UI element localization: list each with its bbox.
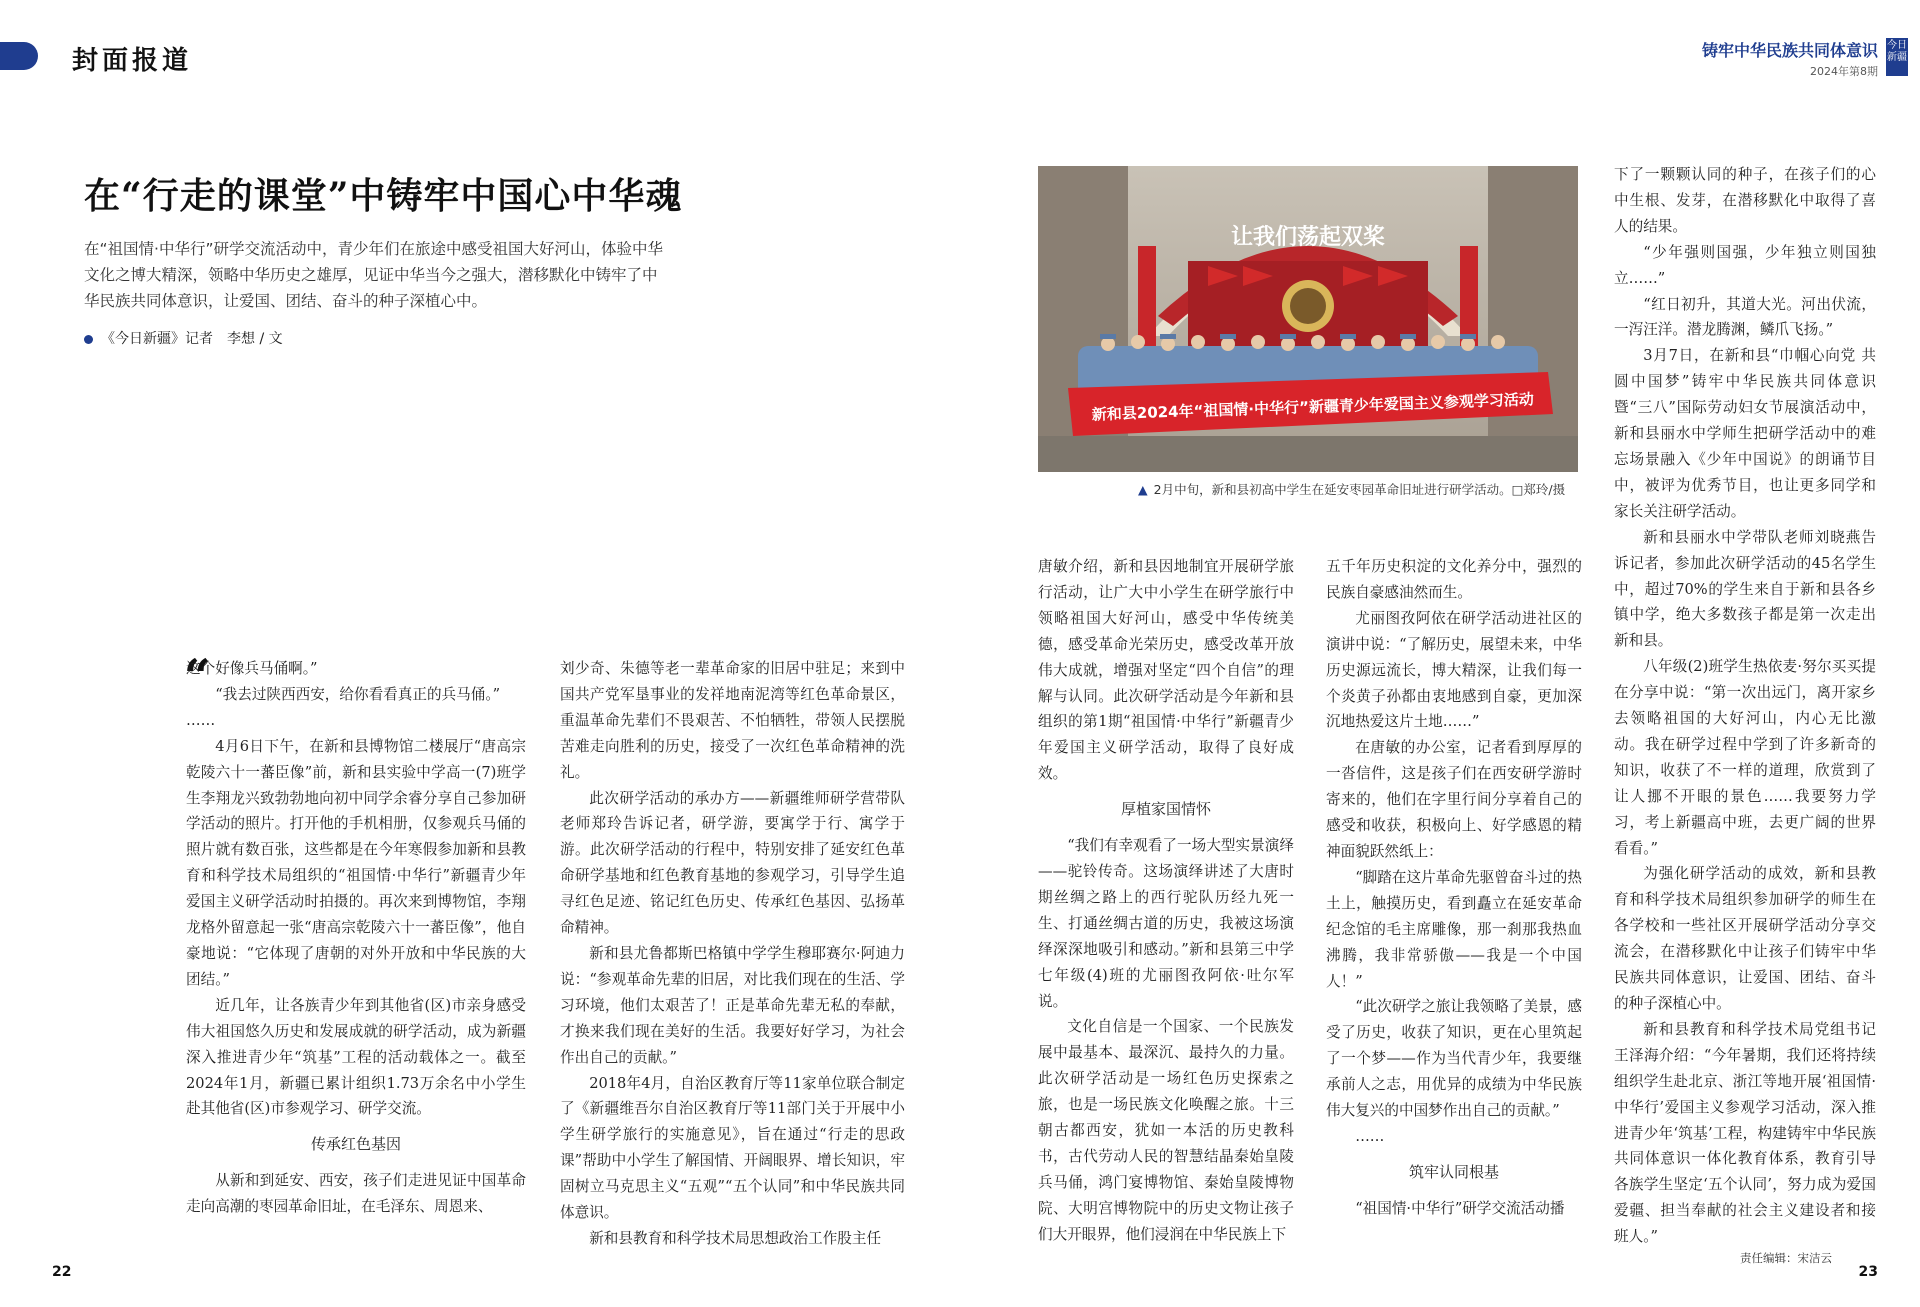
subheading: 厚植家国情怀 bbox=[1120, 800, 1211, 819]
caption-text: 2月中旬，新和县初高中学生在延安枣园革命旧址进行研学活动。□郑玲/摄 bbox=[1153, 482, 1566, 497]
paragraph: 八年级(2)班学生热依麦·努尔买买提在分享中说：“第一次出远门，离开家乡去领略祖国的大好河山，内心无比激动。我在研学过程中学到了许多新奇的知识，收获了不一样的道理，欣赏到了让人挪不开眼的景色……我要努力学习，考上新疆高中班，去更广阔的世界看看。” bbox=[1614, 658, 1876, 857]
page-number-left: 22 bbox=[52, 1264, 72, 1280]
photo-caption bbox=[1138, 480, 1565, 498]
article-lead: 在“祖国情·中华行”研学交流活动中，青少年们在旅途中感受祖国大好河山，体验中华文化之博大精深，领略中华历史之雄厚，见证中华当今之强大，潜移默化中铸牢了中华民族共同体意识，让爱国、团结、奋斗的种子深植心中。 bbox=[84, 240, 663, 310]
paragraph: “祖国情·中华行”研学交流活动播 bbox=[1355, 1199, 1565, 1217]
paragraph: “脚踏在这片革命先驱曾奋斗过的热土上，触摸历史，看到矗立在延安革命纪念馆的毛主席雕像，那一刹那我热血沸腾，我非常骄傲——我是一个中国人！” bbox=[1326, 868, 1582, 990]
series-title: 铸牢中华民族共同体意识 bbox=[1701, 41, 1878, 60]
responsible-editor: 责任编辑：宋洁云 bbox=[1740, 1251, 1832, 1265]
paragraph: 这个好像兵马俑啊。” bbox=[186, 660, 318, 677]
paragraph: 此次研学活动的承办方——新疆维师研学营带队老师郑玲告诉记者，研学游，要寓学于行、寓学于游。此次研学活动的行程中，特别安排了延安红色革命研学基地和红色教育基地的参观学习，引导学生追寻红色足迹、铭记红色历史、传承红色基因、弘扬革命精神。 bbox=[560, 789, 905, 937]
byline bbox=[84, 328, 283, 348]
byline-text: 《今日新疆》记者 李想 / 文 bbox=[101, 331, 283, 347]
paragraph: “我去过陕西西安，给你看看真正的兵马俑。” bbox=[215, 685, 501, 703]
issue-number: 2024年第8期 bbox=[1810, 65, 1878, 78]
paragraph: …… bbox=[186, 711, 216, 729]
paragraph: 4月6日下午，在新和县博物馆二楼展厅“唐高宗乾陵六十一蕃臣像”前，新和县实验中学高一(7)班学生李翔龙兴致勃勃地向初中同学余睿分享自己参加研学活动的照片。打开他的手机相册，仅参观兵马俑的照片就有数百张，这些都是在今年寒假参加新和县教育和科学技术局组织的“祖国情·中华行”新疆青少年爱国主义研学活动时拍摄的。再次来到博物馆，李翔龙格外留意起一张“唐高宗乾陵六十一蕃臣像”，他自豪地说：“它体现了唐朝的对外开放和中华民族的大团结。” bbox=[186, 737, 526, 988]
paragraph: 唐敏介绍，新和县因地制宜开展研学旅行活动，让广大中小学生在研学旅行中领略祖国大好河山，感受中华传统美德，感受革命光荣历史，感受改革开放伟大成就，增强对坚定“四个自信”的理解与认同。此次研学活动是今年新和县组织的第1期“祖国情·中华行”新疆青少年爱国主义研学活动，取得了良好成效。 bbox=[1038, 558, 1294, 783]
section-title: 封面报道 bbox=[72, 46, 193, 76]
byline-dot-icon bbox=[84, 335, 93, 344]
paragraph: 五千年历史积淀的文化养分中，强烈的民族自豪感油然而生。 bbox=[1326, 558, 1582, 601]
body-column-5 bbox=[1614, 162, 1876, 1250]
paragraph: 为强化研学活动的成效，新和县教育和科学技术局组织参加研学的师生在各学校和一些社区开展研学活动分享交流会，在潜移默化中让孩子们铸牢中华民族共同体意识，让爱国、团结、奋斗的种子深植心中。 bbox=[1614, 865, 1876, 1012]
paragraph: 在唐敏的办公室，记者看到厚厚的一沓信件，这是孩子们在西安研学游时寄来的，他们在字里行间分享着自己的感受和收获，积极向上、好学感恩的精神面貌跃然纸上： bbox=[1326, 739, 1582, 860]
photo-illustration bbox=[1038, 166, 1578, 472]
paragraph: 新和县尤鲁都斯巴格镇中学学生穆耶赛尔·阿迪力说：“参观革命先辈的旧居，对比我们现在的生活、学习环境，他们太艰苦了！正是革命先辈无私的奉献，才换来我们现在美好的生活。我要好好学习，为社会作出自己的贡献。” bbox=[560, 944, 905, 1066]
paragraph: 新和县教育和科学技术局党组书记王泽海介绍：“今年暑期，我们还将持续组织学生赴北京、浙江等地开展‘祖国情·中华行’爱国主义参观学习活动，深入推进青少年‘筑基’工程，构建铸牢中华民族共同体意识一体化教育体系，教育引导各族学生坚定‘五个认同’，努力成为爱国爱疆、担当奉献的社会主义建设者和接班人。” bbox=[1614, 1020, 1876, 1246]
section-tab-marker bbox=[0, 42, 38, 70]
paragraph: …… bbox=[1355, 1127, 1385, 1145]
paragraph: “此次研学之旅让我领略了美景，感受了历史，收获了知识，更在心里筑起了一个梦——作为当代青少年，我要继承前人之志，用优异的成绩为中华民族伟大复兴的中国梦作出自己的贡献。” bbox=[1326, 998, 1582, 1120]
body-column-3 bbox=[1038, 554, 1294, 1248]
paragraph: 尤丽图孜阿依在研学活动进社区的演讲中说：“了解历史，展望未来，中华历史源远流长，博大精深，让我们每一个炎黄子孙都由衷地感到自豪，更加深沉地热爱这片土地……” bbox=[1326, 609, 1582, 731]
body-column-1 bbox=[184, 649, 526, 1220]
page-number-right: 23 bbox=[1858, 1264, 1878, 1280]
body-column-2 bbox=[560, 656, 905, 1252]
article-photo bbox=[1038, 166, 1578, 472]
paragraph: “少年强则国强，少年独立则国独立……” bbox=[1614, 243, 1876, 287]
paragraph: 刘少奇、朱德等老一辈革命家的旧居中驻足；来到中国共产党军垦事业的发祥地南泥湾等红色革命景区，重温革命先辈们不畏艰苦、不怕牺牲，带领人民摆脱苦难走向胜利的历史，接受了一次红色革命精神的洗礼。 bbox=[560, 660, 905, 781]
photo-banner-text: 新和县2024年“祖国情·中华行”新疆青少年爱国主义参观学习活动 bbox=[1091, 390, 1535, 424]
paragraph: 3月7日，在新和县“巾帼心向党 共圆中国梦”铸牢中华民族共同体意识暨“三八”国际劳动妇女节展演活动中，新和县丽水中学师生把研学活动中的难忘场景融入《少年中国说》的朗诵节目中，被评为优秀节目，也让更多同学和家长关注研学活动。 bbox=[1614, 347, 1876, 520]
article-title: 在“行走的课堂”中铸牢中国心中华魂 bbox=[84, 175, 683, 217]
paragraph: 近几年，让各族青少年到其他省(区)市亲身感受伟大祖国悠久历史和发展成就的研学活动，成为新疆深入推进青少年“筑基”工程的活动载体之一。截至2024年1月，新疆已累计组织1.73万余名中小学生赴其他省(区)市参观学习、研学交流。 bbox=[186, 996, 526, 1118]
subheading: 筑牢认同根基 bbox=[1408, 1162, 1499, 1181]
paragraph: 文化自信是一个国家、一个民族发展中最基本、最深沉、最持久的力量。此次研学活动是一场红色历史探索之旅，也是一场民族文化唤醒之旅。十三朝古都西安，犹如一本活的历史教科书，古代劳动人民的智慧结晶秦始皇陵兵马俑，鸿门宴博物馆、秦始皇陵博物院、大明宫博物院中的历史文物让孩子们大开眼界，他们浸润在中华民族上下 bbox=[1038, 1018, 1294, 1243]
paragraph: 新和县丽水中学带队老师刘晓燕告诉记者，参加此次研学活动的45名学生中，超过70%的学生来自于新和县各乡镇中学，绝大多数孩子都是第一次走出新和县。 bbox=[1614, 528, 1876, 650]
photo-arch-text: 让我们荡起双桨 bbox=[1230, 225, 1386, 250]
opening-quote-mark: “ bbox=[184, 649, 211, 703]
subheading: 传承红色基因 bbox=[310, 1135, 401, 1154]
paragraph: 2018年4月，自治区教育厅等11家单位联合制定了《新疆维吾尔自治区教育厅等11部门关于开展中小学生研学旅行的实施意见》，旨在通过“行走的思政课”帮助中小学生了解国情、开阔眼界、增长知识，牢固树立马克思主义“五观”“五个认同”和中华民族共同体意识。 bbox=[560, 1074, 905, 1222]
paragraph: “我们有幸观看了一场大型实景演绎——驼铃传奇。这场演绎讲述了大唐时期丝绸之路上的西行驼队历经九死一生、打通丝绸古道的历史，我被这场演绎深深地吸引和感动。”新和县第三中学七年级(4)班的尤丽图孜阿依·吐尔军说。 bbox=[1038, 837, 1294, 1010]
paragraph: “红日初升，其道大光。河出伏流，一泻汪洋。潜龙腾渊，鳞爪飞扬。” bbox=[1614, 295, 1876, 339]
series-header bbox=[1702, 38, 1878, 79]
caption-triangle-icon: ▲ bbox=[1138, 482, 1148, 497]
magazine-logo: 今日新疆 bbox=[1886, 38, 1908, 76]
paragraph: 新和县教育和科学技术局思想政治工作股主任 bbox=[589, 1229, 882, 1247]
body-column-4 bbox=[1326, 554, 1582, 1222]
paragraph: 下了一颗颗认同的种子，在孩子们的心中生根、发芽，在潜移默化中取得了喜人的结果。 bbox=[1614, 166, 1876, 235]
paragraph: 从新和到延安、西安，孩子们走进见证中国革命走向高潮的枣园革命旧址，在毛泽东、周恩来、 bbox=[186, 1172, 526, 1216]
